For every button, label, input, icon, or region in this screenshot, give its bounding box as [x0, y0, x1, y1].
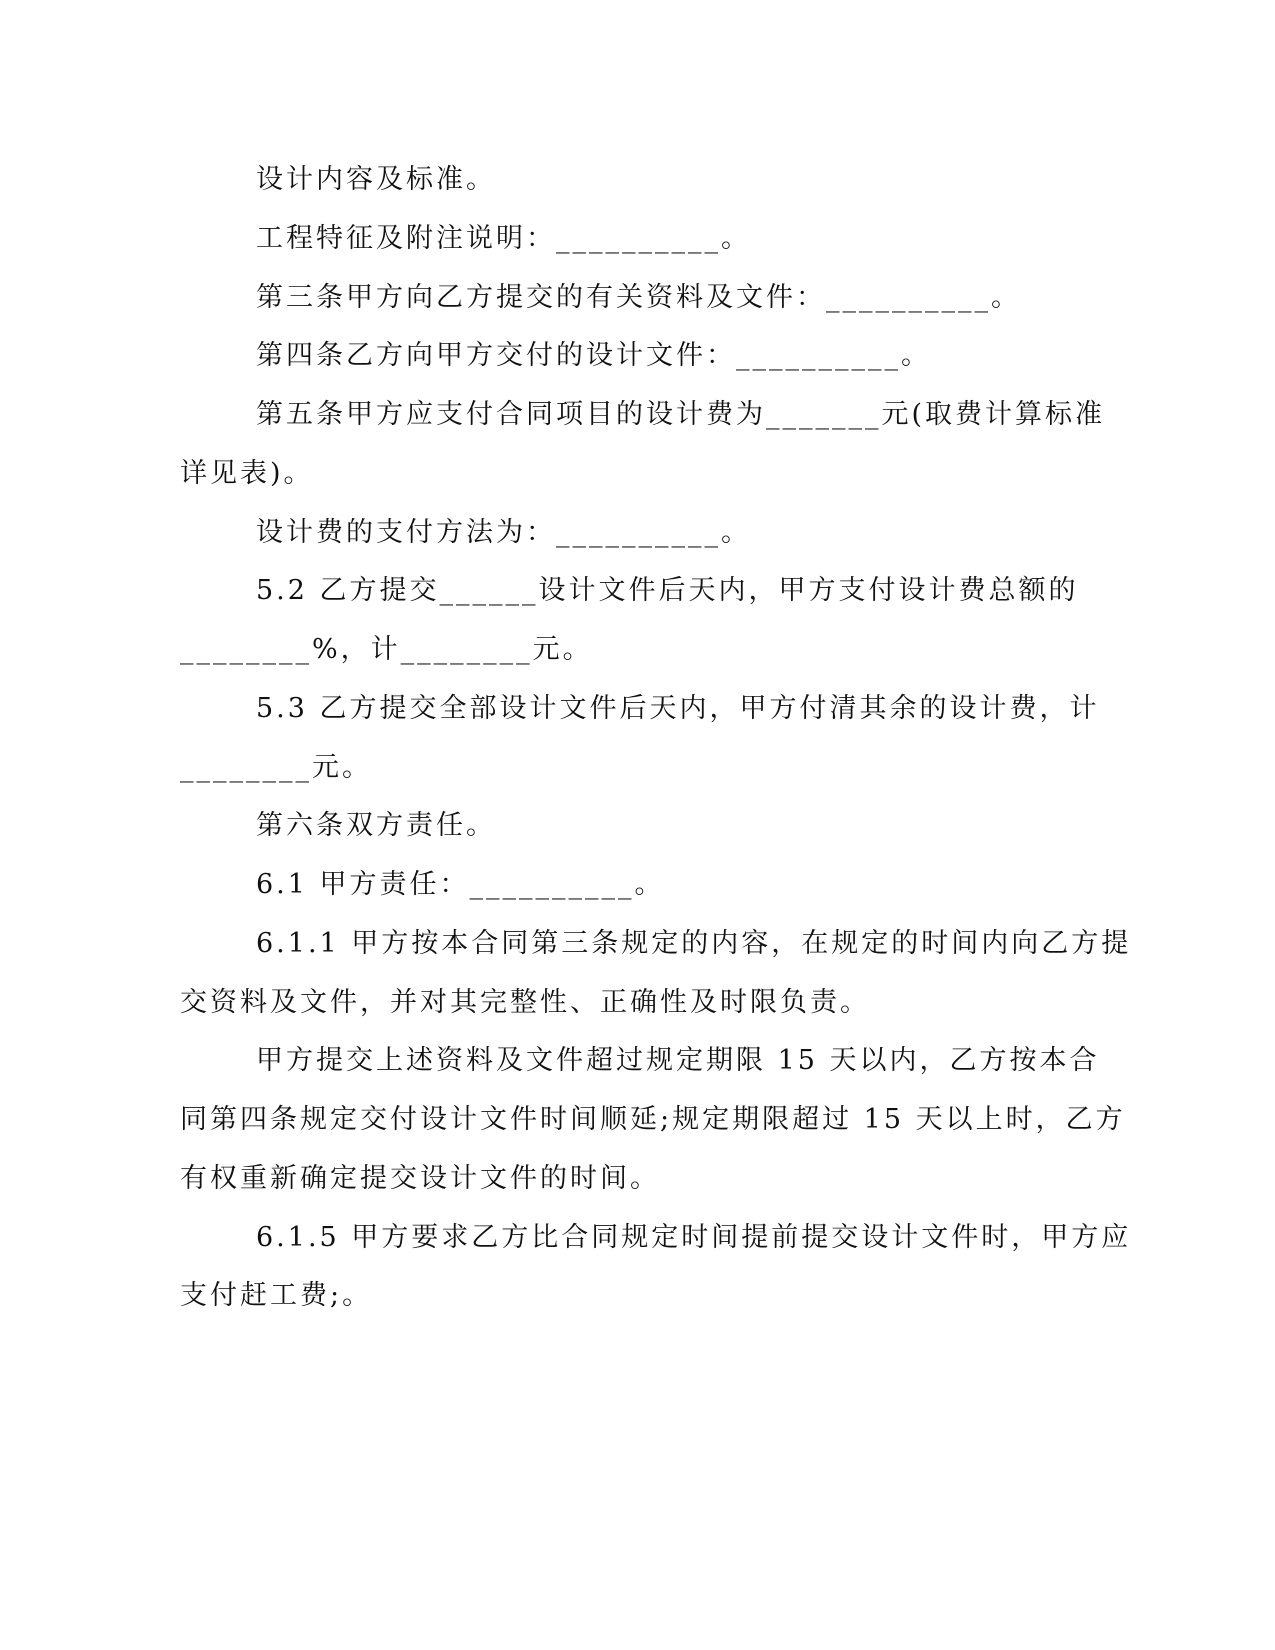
text-line-clause-5-2-cont: ________%，计________元。 — [180, 634, 593, 665]
text-line-payment-method: 设计费的支付方法为：__________。 — [256, 517, 751, 548]
text-line-article-5-cont: 详见表)。 — [180, 458, 314, 489]
text-line-deadline-para-cont-2: 有权重新确定提交设计文件的时间。 — [180, 1163, 660, 1194]
text-line-article-5: 第五条甲方应支付合同项目的设计费为_______元(取费计算标准 — [256, 399, 1106, 430]
text-line-clause-6-1-5-cont: 支付赶工费;。 — [180, 1280, 373, 1311]
text-line-clause-6-1: 6.1 甲方责任：__________。 — [256, 869, 665, 900]
text-line-clause-6-1-5: 6.1.5 甲方要求乙方比合同规定时间提前提交设计文件时，甲方应 — [256, 1222, 1132, 1253]
text-line-deadline-para: 甲方提交上述资料及文件超过规定期限 15 天以内，乙方按本合 — [256, 1045, 1100, 1076]
text-line-article-6: 第六条双方责任。 — [256, 810, 496, 841]
text-line-article-3: 第三条甲方向乙方提交的有关资料及文件：__________。 — [256, 282, 1021, 313]
text-line-clause-6-1-1: 6.1.1 甲方按本合同第三条规定的内容，在规定的时间内向乙方提 — [256, 928, 1132, 959]
text-line-project-features: 工程特征及附注说明：__________。 — [256, 223, 751, 254]
text-line-clause-5-3-cont: ________元。 — [180, 752, 372, 783]
text-line-article-4: 第四条乙方向甲方交付的设计文件：__________。 — [256, 340, 931, 371]
text-line-deadline-para-cont-1: 同第四条规定交付设计文件时间顺延;规定期限超过 15 天以上时，乙方 — [180, 1104, 1126, 1135]
text-line-clause-5-2: 5.2 乙方提交______设计文件后天内，甲方支付设计费总额的 — [256, 575, 1079, 606]
text-line-clause-6-1-1-cont: 交资料及文件，并对其完整性、正确性及时限负责。 — [180, 987, 870, 1018]
text-line-clause-5-3: 5.3 乙方提交全部设计文件后天内，甲方付清其余的设计费，计 — [256, 693, 1100, 724]
text-line-design-content: 设计内容及标准。 — [256, 164, 496, 195]
